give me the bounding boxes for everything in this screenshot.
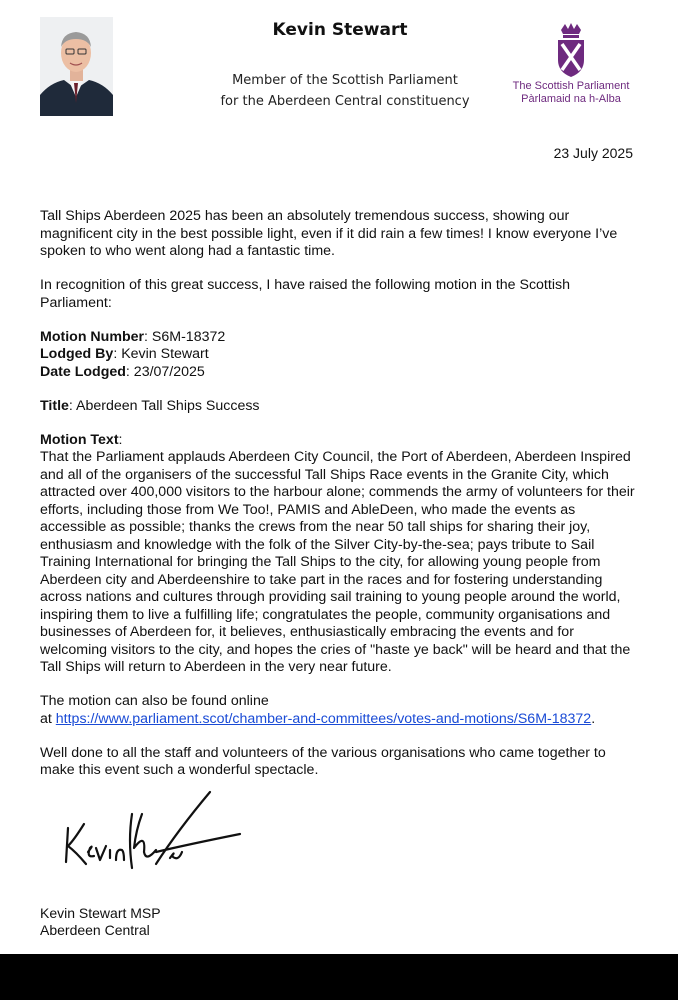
role-line-2: for the Aberdeen Central constituency bbox=[220, 94, 470, 109]
online-line: The motion can also be found online bbox=[40, 693, 269, 709]
letter-date: 23 July 2025 bbox=[553, 145, 633, 161]
online-end: . bbox=[591, 710, 596, 727]
bottom-black-strip bbox=[0, 954, 678, 1000]
mp-portrait-photo bbox=[40, 17, 113, 116]
online-paragraph bbox=[40, 693, 640, 728]
signoff-name: Kevin Stewart MSP bbox=[40, 905, 161, 921]
motion-text-colon: : bbox=[118, 431, 123, 448]
motion-title-row bbox=[40, 398, 640, 416]
lodged-by-row bbox=[40, 346, 640, 364]
logo-gaelic-name: Pàrlamaid na h-Alba bbox=[521, 93, 621, 105]
date-lodged-row bbox=[40, 364, 640, 382]
motion-text-block bbox=[40, 432, 640, 677]
motion-text-label: Motion Text bbox=[40, 431, 119, 448]
title-label: Title bbox=[40, 397, 69, 414]
motion-details bbox=[40, 329, 640, 382]
date-lodged-value: : 23/07/2025 bbox=[125, 363, 205, 380]
scottish-parliament-logo bbox=[508, 22, 634, 105]
role-line-1: Member of the Scottish Parliament bbox=[232, 73, 458, 88]
signoff bbox=[40, 905, 161, 939]
motion-number-value: : S6M-18372 bbox=[144, 328, 226, 345]
letter-body bbox=[40, 208, 640, 796]
motion-number-row bbox=[40, 329, 640, 347]
signoff-constituency: Aberdeen Central bbox=[40, 922, 150, 938]
closing-paragraph: Well done to all the staff and volunteers of the various organisations who came together to make this event such a wonderful spectacle. bbox=[40, 744, 606, 778]
mp-role bbox=[170, 70, 520, 112]
motion-url-link[interactable]: https://www.parliament.scot/chamber-and-committees/votes-and-motions/S6M-18372 bbox=[55, 710, 592, 727]
motion-text: That the Parliament applauds Aberdeen City Council, the Port of Aberdeen, Aberdeen Inspired and all of the organisers of the successful Tall Ships Race events in the Granite City, which attracted over 400,000 visitors to the harbour alone; commends the army of volunteers for their efforts, including those from We Too!, PAMIS and AbleDeen, who made the events as accessible as possible; thanks the crews from the near 50 tall ships for sharing their joy, enthusiasm and knowledge with the folk of the Silver City-by-the-sea; pays tribute to Sail Training International for bringing the Tall Ships to the city, for allowing young people from Aberdeen city and Aberdeenshire to take part in the races and for fostering understanding across nations and cultures through providing sail training to young people around the world, inspiring them to live a fulfilling life; congratulates the people, community organisations and businesses of Aberdeen for, it believes, enthusiastically embracing the events and for welcoming visitors to the city, and hopes the cries of "haste ye back" will be heard and that the Tall Ships will return to Aberdeen in the very near future. bbox=[40, 449, 635, 675]
parliament-crest-icon bbox=[555, 22, 587, 78]
motion-number-label: Motion Number bbox=[40, 328, 145, 345]
online-at: at bbox=[40, 710, 56, 727]
title-value: : Aberdeen Tall Ships Success bbox=[68, 397, 260, 414]
recognition-paragraph: In recognition of this great success, I have raised the following motion in the Scottish Parliament: bbox=[40, 277, 570, 311]
lodged-by-label: Lodged By bbox=[40, 346, 114, 362]
intro-paragraph: Tall Ships Aberdeen 2025 has been an absolutely tremendous success, showing our magnificent city in the best possible light, even if it did rain a few times! I know everyone I’ve spoken to who went along had a fantastic time. bbox=[40, 208, 618, 259]
lodged-by-value: : Kevin Stewart bbox=[113, 346, 209, 362]
logo-name: The Scottish Parliament bbox=[512, 80, 630, 92]
motion-text-heading bbox=[40, 432, 640, 450]
date-lodged-label: Date Lodged bbox=[40, 363, 126, 380]
handwritten-signature bbox=[60, 790, 260, 880]
mp-name-heading: Kevin Stewart bbox=[272, 20, 408, 40]
